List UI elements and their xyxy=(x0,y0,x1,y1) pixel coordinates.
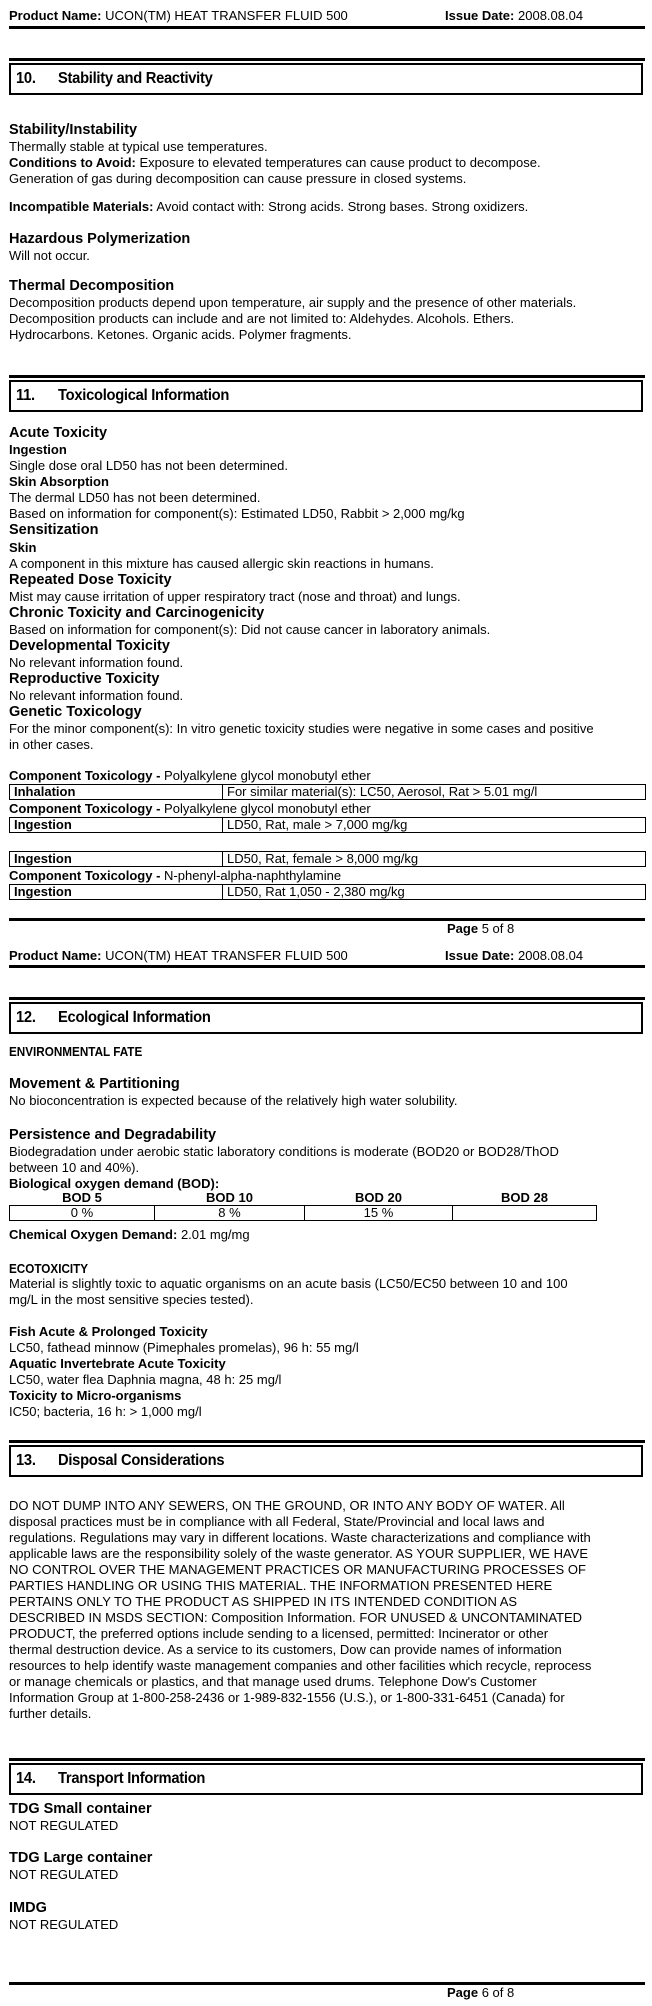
table-cell: Ingestion xyxy=(10,852,223,867)
skin-subheading: Skin xyxy=(9,540,37,555)
header-rule xyxy=(9,965,645,968)
section-rule xyxy=(9,58,645,61)
persistence-heading: Persistence and Degradability xyxy=(9,1127,217,1143)
fish-toxicity-heading: Fish Acute & Prolonged Toxicity xyxy=(9,1324,208,1339)
fish-toxicity-text: LC50, fathead minnow (Pimephales promelas), 96 h: 55 mg/l xyxy=(9,1340,359,1355)
persistence-text: between 10 and 40%). xyxy=(9,1160,140,1175)
bod-heading: Biological oxygen demand (BOD): xyxy=(9,1176,220,1191)
chemical-oxygen-demand: Chemical Oxygen Demand: 2.01 mg/mg xyxy=(9,1227,250,1242)
component-toxicology-label: Component Toxicology - Polyalkylene glycol monobutyl ether xyxy=(9,801,371,816)
section-number: 14. xyxy=(16,1770,36,1787)
repeated-dose-heading: Repeated Dose Toxicity xyxy=(9,572,172,588)
table-cell: 0 % xyxy=(10,1206,155,1221)
imdg-heading: IMDG xyxy=(9,1900,47,1916)
micro-organisms-text: IC50; bacteria, 16 h: > 1,000 mg/l xyxy=(9,1404,202,1419)
thermal-decomposition-heading: Thermal Decomposition xyxy=(9,278,175,294)
acute-toxicity-heading: Acute Toxicity xyxy=(9,425,108,441)
table-row xyxy=(10,785,646,800)
section-number: 13. xyxy=(16,1452,36,1469)
persistence-text: Biodegradation under aerobic static laboratory conditions is moderate (BOD20 or BOD28/ThOD xyxy=(9,1144,559,1159)
table-row xyxy=(10,1206,597,1221)
imdg-text: NOT REGULATED xyxy=(9,1917,119,1932)
text-line: further details. xyxy=(9,1706,92,1721)
section-11-heading xyxy=(9,380,643,412)
product-name-value: UCON(TM) HEAT TRANSFER FLUID 500 xyxy=(105,8,348,23)
table-cell: 15 % xyxy=(305,1206,453,1221)
reproductive-toxicity-text: No relevant information found. xyxy=(9,688,184,703)
conditions-to-avoid-text: Generation of gas during decomposition can cause pressure in closed systems. xyxy=(9,171,467,186)
section-12-heading xyxy=(9,1002,643,1034)
component-toxicology-table xyxy=(9,851,646,867)
section-number: 11. xyxy=(16,387,35,404)
ingestion-text: Single dose oral LD50 has not been determined. xyxy=(9,458,288,473)
table-cell: For similar material(s): LC50, Aerosol, Rat > 5.01 mg/l xyxy=(223,785,646,800)
skin-absorption-text: Based on information for component(s): Estimated LD50, Rabbit > 2,000 mg/kg xyxy=(9,506,465,521)
ecotoxicity-text: Material is slightly toxic to aquatic organisms on an acute basis (LC50/EC50 between 10 and 100 xyxy=(9,1276,568,1291)
text-line: thermal destruction device. As a service to its customers, Dow can provide names of information xyxy=(9,1642,562,1657)
polymerization-heading: Hazardous Polymerization xyxy=(9,231,191,247)
section-13-heading xyxy=(9,1445,643,1477)
invertebrate-toxicity-heading: Aquatic Invertebrate Acute Toxicity xyxy=(9,1356,226,1371)
section-number: 12. xyxy=(16,1009,36,1026)
table-header-cell: BOD 5 xyxy=(62,1190,102,1205)
text-line: resources to help identify waste management companies and other facilities which recycle, reprocess xyxy=(9,1658,592,1673)
page-header xyxy=(9,948,645,963)
component-toxicology-table xyxy=(9,784,646,800)
invertebrate-toxicity-text: LC50, water flea Daphnia magna, 48 h: 25 mg/l xyxy=(9,1372,282,1387)
bod-table xyxy=(9,1191,597,1221)
section-rule xyxy=(9,1758,645,1761)
text-line: NO CONTROL OVER THE MANAGEMENT PRACTICES OR MANUFACTURING PROCESSES OF xyxy=(9,1562,586,1577)
table-cell: LD50, Rat 1,050 - 2,380 mg/kg xyxy=(223,885,646,900)
table-cell xyxy=(453,1206,597,1221)
movement-text: No bioconcentration is expected because of the relatively high water solubility. xyxy=(9,1093,458,1108)
ecotoxicity-text: mg/L in the most sensitive species tested). xyxy=(9,1292,254,1307)
micro-organisms-heading: Toxicity to Micro-organisms xyxy=(9,1388,182,1403)
text-line: regulations. Regulations may vary in different locations. Waste characterizations and compliance with xyxy=(9,1530,591,1545)
page-footer-rule xyxy=(9,918,645,921)
incompatible-materials: Incompatible Materials: Avoid contact with: Strong acids. Strong bases. Strong oxidizers. xyxy=(9,199,529,214)
component-toxicology-label: Component Toxicology - N-phenyl-alpha-naphthylamine xyxy=(9,868,342,883)
table-row xyxy=(10,885,646,900)
section-title: Transport Information xyxy=(58,1770,206,1787)
sensitization-heading: Sensitization xyxy=(9,522,99,538)
page-number: Page 5 of 8 xyxy=(447,921,515,936)
stability-text: Thermally stable at typical use temperatures. xyxy=(9,139,268,154)
page-header xyxy=(9,8,645,23)
component-toxicology-table xyxy=(9,817,646,833)
issue-date: Issue Date: 2008.08.04 xyxy=(445,8,584,23)
skin-text: A component in this mixture has caused allergic skin reactions in humans. xyxy=(9,556,434,571)
chronic-toxicity-text: Based on information for component(s): Did not cause cancer in laboratory animals. xyxy=(9,622,491,637)
table-header-cell: BOD 10 xyxy=(206,1190,253,1205)
section-rule xyxy=(9,997,645,1000)
skin-absorption-subheading: Skin Absorption xyxy=(9,474,109,489)
text-line: applicable laws are the responsibility solely of the waste generator. AS YOUR SUPPLIER, WE HAVE xyxy=(9,1546,589,1561)
text-line: PERTAINS ONLY TO THE PRODUCT AS SHIPPED IN ITS INTENDED CONDITION AS xyxy=(9,1594,518,1609)
text-line: disposal practices must be in compliance with all Federal, State/Provincial and local laws and xyxy=(9,1514,545,1529)
reproductive-toxicity-heading: Reproductive Toxicity xyxy=(9,671,160,687)
section-number: 10. xyxy=(16,70,36,87)
product-name-label: Product Name: xyxy=(9,8,102,23)
table-header-cell: BOD 28 xyxy=(501,1190,548,1205)
developmental-toxicity-text: No relevant information found. xyxy=(9,655,184,670)
table-row xyxy=(10,818,646,833)
ecotoxicity-heading: ECOTOXICITY xyxy=(9,1261,89,1276)
polymerization-text: Will not occur. xyxy=(9,248,90,263)
issue-date: Issue Date: 2008.08.04 xyxy=(445,948,584,963)
table-row xyxy=(10,852,646,867)
header-rule xyxy=(9,26,645,29)
text-line: PRODUCT, the preferred options include sending to a licensed, permitted: Incinerator or other xyxy=(9,1626,549,1641)
movement-heading: Movement & Partitioning xyxy=(9,1076,180,1092)
table-header-row xyxy=(10,1191,597,1206)
section-rule xyxy=(9,375,645,378)
ingestion-subheading: Ingestion xyxy=(9,442,67,457)
page-footer-rule xyxy=(9,1982,645,1985)
tdg-large-heading: TDG Large container xyxy=(9,1850,153,1866)
tdg-large-text: NOT REGULATED xyxy=(9,1867,119,1882)
thermal-text: Decomposition products depend upon temperature, air supply and the presence of other materials. xyxy=(9,295,577,310)
stability-heading: Stability/Instability xyxy=(9,122,138,138)
section-rule xyxy=(9,1440,645,1443)
table-cell: Ingestion xyxy=(10,818,223,833)
skin-absorption-text: The dermal LD50 has not been determined. xyxy=(9,490,261,505)
table-cell: LD50, Rat, female > 8,000 mg/kg xyxy=(223,852,646,867)
developmental-toxicity-heading: Developmental Toxicity xyxy=(9,638,170,654)
tdg-small-heading: TDG Small container xyxy=(9,1801,152,1817)
repeated-dose-text: Mist may cause irritation of upper respiratory tract (nose and throat) and lungs. xyxy=(9,589,461,604)
conditions-to-avoid: Conditions to Avoid: Exposure to elevated temperatures can cause product to decompose. xyxy=(9,155,541,170)
thermal-text: Decomposition products can include and are not limited to: Aldehydes. Alcohols. Ethers. xyxy=(9,311,515,326)
component-toxicology-label: Component Toxicology - Polyalkylene glycol monobutyl ether xyxy=(9,768,371,783)
section-title: Toxicological Information xyxy=(58,387,230,404)
table-cell: 8 % xyxy=(155,1206,305,1221)
component-toxicology-table xyxy=(9,884,646,900)
text-line: or manage chemicals or plastics, and that manage used drums. Telephone Dow's Customer xyxy=(9,1674,537,1689)
text-line: DO NOT DUMP INTO ANY SEWERS, ON THE GROUND, OR INTO ANY BODY OF WATER. All xyxy=(9,1498,565,1513)
section-title: Ecological Information xyxy=(58,1009,211,1026)
section-title: Disposal Considerations xyxy=(58,1452,225,1469)
product-name-label: Product Name: xyxy=(9,948,102,963)
table-cell: Ingestion xyxy=(10,885,223,900)
environmental-fate-heading: ENVIRONMENTAL FATE xyxy=(9,1044,143,1059)
chronic-toxicity-heading: Chronic Toxicity and Carcinogenicity xyxy=(9,605,265,621)
section-title: Stability and Reactivity xyxy=(58,70,213,87)
product-name-value: UCON(TM) HEAT TRANSFER FLUID 500 xyxy=(105,948,348,963)
text-line: Information Group at 1-800-258-2436 or 1-989-832-1556 (U.S.), or 1-800-331-6451 (Canada) for xyxy=(9,1690,565,1705)
tdg-small-text: NOT REGULATED xyxy=(9,1818,119,1833)
text-line: DESCRIBED IN MSDS SECTION: Composition Information. FOR UNUSED & UNCONTAMINATED xyxy=(9,1610,583,1625)
genetic-toxicology-text: For the minor component(s): In vitro genetic toxicity studies were negative in some cases and positive xyxy=(9,721,594,736)
disposal-text xyxy=(9,1498,649,1722)
section-14-heading xyxy=(9,1763,643,1795)
section-10-heading xyxy=(9,63,643,95)
thermal-text: Hydrocarbons. Ketones. Organic acids. Polymer fragments. xyxy=(9,327,352,342)
table-header-cell: BOD 20 xyxy=(355,1190,402,1205)
genetic-toxicology-text: in other cases. xyxy=(9,737,94,752)
table-cell: Inhalation xyxy=(10,785,223,800)
text-line: PARTIES HANDLING OR USING THIS MATERIAL. THE INFORMATION PRESENTED HERE xyxy=(9,1578,553,1593)
table-cell: LD50, Rat, male > 7,000 mg/kg xyxy=(223,818,646,833)
genetic-toxicology-heading: Genetic Toxicology xyxy=(9,704,142,720)
page-number: Page 6 of 8 xyxy=(447,1985,515,2000)
